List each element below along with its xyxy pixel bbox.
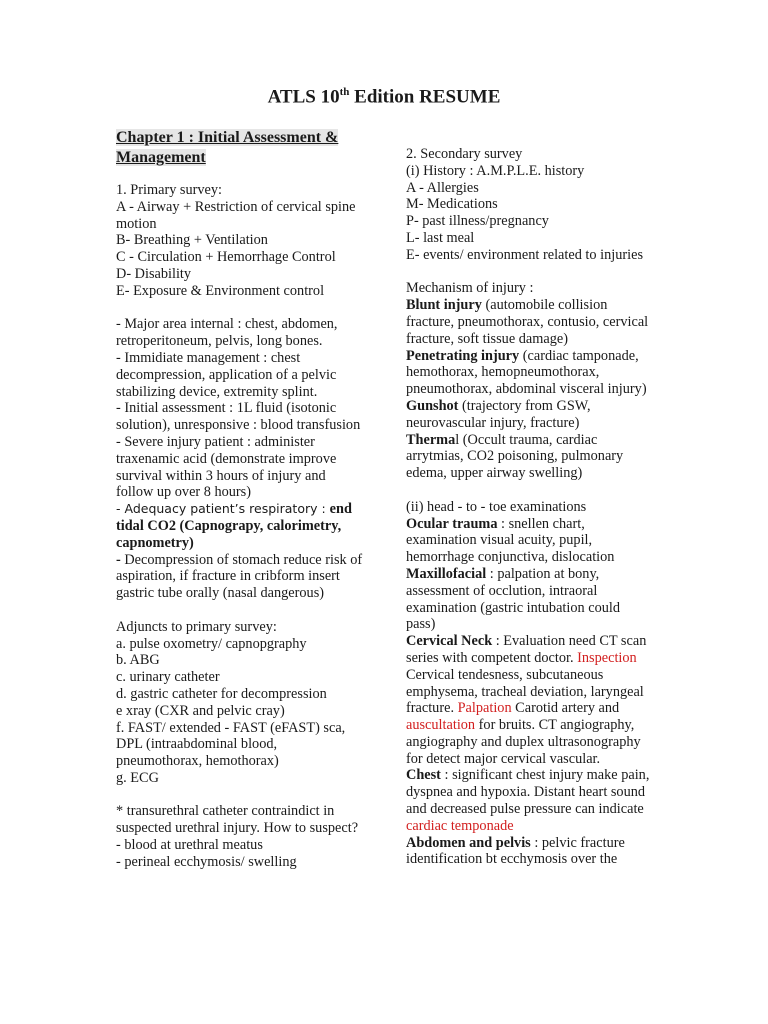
chapter-heading (116, 128, 364, 168)
right-column (406, 146, 652, 868)
maxillofacial-paragraph (406, 566, 652, 633)
adjunct-item: b. ABG (116, 652, 160, 669)
chest-paragraph (406, 767, 652, 834)
decompression-paragraph (116, 552, 364, 602)
thermal-label: Therma (406, 431, 456, 448)
severe-injury-paragraph: - Severe injury patient : administer traxenamic acid (demonstrate improve survival within 3 hours of injury and follow up over 8 hours) (116, 433, 337, 501)
chest-label: Chest (406, 767, 441, 784)
primary-survey-item: E- Exposure & Environment control (116, 282, 325, 299)
adjunct-item: c. urinary catheter (116, 669, 220, 686)
adequacy-prefix: - Adequacy patient’s respiratory : (116, 501, 330, 517)
adjunct-item: g. ECG (116, 769, 159, 786)
penetrating-injury-paragraph (406, 348, 652, 398)
cervical-neck-label: Cervical Neck (406, 633, 493, 650)
blunt-injury-text: (automobile collision fracture, pneumothorax, contusio, cervical fracture, soft tissue damage) (406, 297, 649, 347)
primary-survey-item: A - Airway + Restriction of cervical spine motion (116, 198, 356, 232)
blunt-injury-paragraph (406, 297, 652, 347)
decompression-text: Decompression of stomach reduce risk of aspiration, if fracture in cribform insert gastric tube orally (nasal dangerous) (116, 551, 363, 602)
primary-survey-item: D- Disability (116, 265, 192, 282)
secondary-survey-item: P- past illness/pregnancy (406, 213, 549, 230)
secondary-survey-item: A - Allergies (406, 179, 479, 196)
ocular-text: : snellen chart, examination visual acuity, pupil, hemorrhage conjunctiva, dislocation (406, 515, 615, 566)
inspection-label: Inspection (577, 649, 637, 666)
secondary-survey-item: M- Medications (406, 196, 498, 213)
thermal-text: l (Occult trauma, cardiac arrytmias, CO2 poisoning, pulmonary edema, upper airway swelling) (406, 431, 624, 482)
abdomen-pelvis-paragraph (406, 835, 652, 869)
transurethral-sign: - perineal ecchymosis/ swelling (116, 853, 297, 870)
maxillofacial-label: Maxillofacial (406, 565, 487, 582)
title-suffix: Edition RESUME (349, 86, 501, 108)
transurethral-note: * transurethral catheter contraindict in suspected urethral injury. How to suspect? (116, 803, 359, 837)
adjunct-item: d. gastric catheter for decompression (116, 685, 327, 702)
abdomen-pelvis-text: : pelvic fracture identification bt ecchymosis over the (406, 834, 625, 868)
auscultation-label: auscultation (406, 717, 476, 734)
decompression-dash: - (116, 551, 121, 568)
immediate-management-paragraph: - Immidiate management : chest decompression, application of a pelvic stabilizing device, extremity splint. (116, 349, 337, 400)
mechanism-heading: Mechanism of injury : (406, 280, 534, 297)
secondary-survey-item: L- last meal (406, 229, 475, 246)
chest-text: : significant chest injury make pain, dyspnea and hypoxia. Distant heart sound and decreased pulse pressure can indicate (406, 767, 650, 818)
cervical-neck-text: : Evaluation need CT scan series with competent doctor. (406, 633, 647, 666)
adjunct-item: a. pulse oxometry/ capnopgraphy (116, 635, 307, 652)
adequacy-bold: end tidal CO2 (Capnograpy, calorimetry, capnometry) (116, 501, 352, 551)
blunt-injury-label: Blunt injury (406, 297, 482, 314)
title-superscript: th (339, 86, 350, 98)
adjuncts-heading: Adjuncts to primary survey: (116, 618, 277, 635)
maxillofacial-text: : palpation at bony, assessment of occlution, intraoral examination (gastric intubation could pass) (406, 565, 620, 633)
initial-assessment-paragraph: - Initial assessment : 1L fluid (isotonic solution), unresponsive : blood transfusion (116, 400, 361, 434)
penetrating-injury-label: Penetrating injury (406, 347, 520, 364)
primary-survey-item: C - Circulation + Hemorrhage Control (116, 249, 336, 266)
secondary-survey-heading: 2. Secondary survey (406, 146, 523, 162)
left-column (116, 128, 364, 871)
penetrating-injury-text: (cardiac tamponade, hemothorax, hemopneumothorax, pneumothorax, abdominal visceral injury) (406, 347, 647, 398)
adjunct-item: e xray (CXR and pelvic cray) (116, 702, 285, 719)
head-to-toe-heading: (ii) head - to - toe examinations (406, 498, 587, 515)
ocular-paragraph (406, 516, 652, 566)
secondary-survey-item: (i) History : A.M.P.L.E. history (406, 162, 585, 179)
cervical-neck-paragraph (406, 633, 652, 767)
gunshot-text: (trajectory from GSW, neurovascular injury, fracture) (406, 397, 591, 431)
transurethral-sign: - blood at urethral meatus (116, 837, 263, 854)
gunshot-paragraph (406, 398, 652, 432)
ocular-label: Ocular trauma (406, 515, 498, 532)
primary-survey-heading: 1. Primary survey: (116, 182, 223, 198)
cardiac-temponade-label: cardiac temponade (406, 817, 514, 834)
abdomen-pelvis-label: Abdomen and pelvis (406, 834, 531, 851)
gunshot-label: Gunshot (406, 397, 459, 414)
inspection-text: Cervical tendesness, subcutaneous emphysema, tracheal deviation, laryngeal fracture. (406, 666, 644, 717)
secondary-survey-item: E- events/ environment related to injuries (406, 246, 644, 263)
auscultation-text: for bruits. CT angiography, angiography and duplex ultrasonography for detect major cervical vascular. (406, 717, 641, 767)
chapter-heading-text: Chapter 1 : Initial Assessment & Management (116, 129, 339, 166)
primary-survey-item: B- Breathing + Ventilation (116, 232, 268, 249)
title-prefix: ATLS 10 (267, 86, 340, 108)
thermal-paragraph (406, 432, 652, 482)
adequacy-paragraph (116, 501, 364, 551)
major-area-paragraph: - Major area internal : chest, abdomen, retroperitoneum, pelvis, long bones. (116, 316, 338, 350)
page-title (0, 86, 768, 108)
palpation-label: Palpation (457, 700, 512, 717)
adjunct-item: f. FAST/ extended - FAST (eFAST) sca, DPL (intraabdominal blood, pneumothorax, hemothorax) (116, 719, 346, 770)
palpation-text: Carotid artery and (511, 700, 620, 717)
